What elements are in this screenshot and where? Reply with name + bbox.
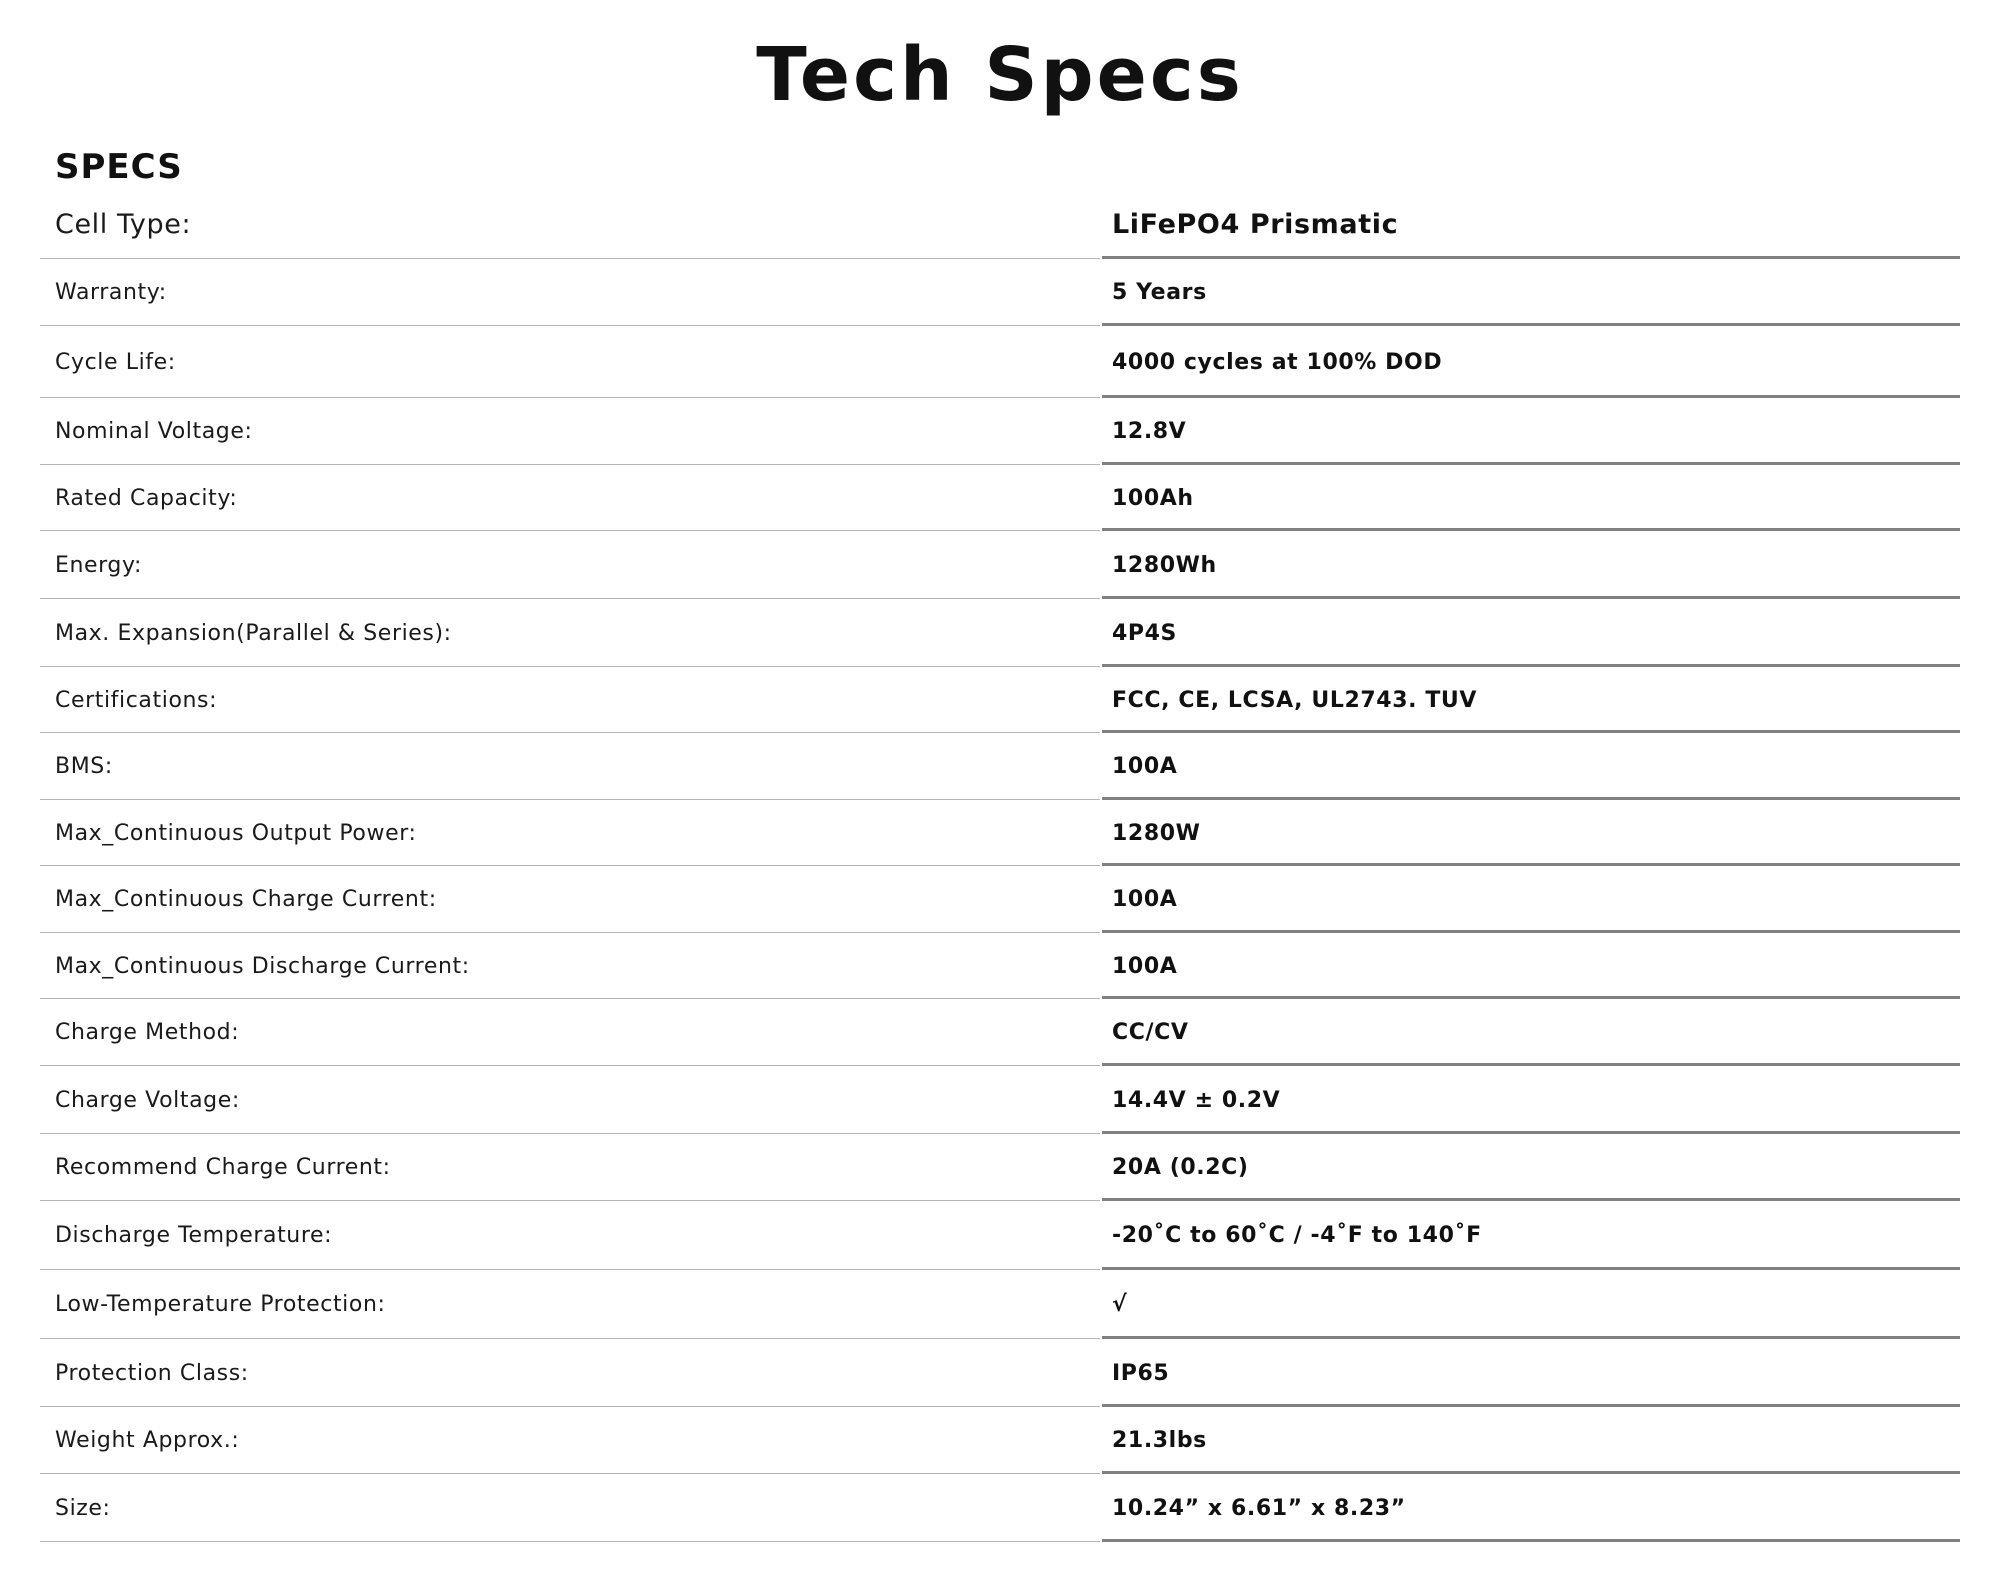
- spec-value: 100A: [1112, 754, 1178, 779]
- spec-value: IP65: [1112, 1360, 1170, 1386]
- spec-label: Recommend Charge Current:: [55, 1155, 391, 1180]
- spec-row-cell-type: [40, 190, 1960, 259]
- spec-value: 4P4S: [1112, 620, 1177, 646]
- spec-row-size: [40, 1474, 1960, 1542]
- spec-value: FCC, CE, LCSA, UL2743. TUV: [1112, 687, 1478, 713]
- spec-label: Weight Approx.:: [55, 1428, 240, 1453]
- spec-row-max-expansion: [40, 599, 1960, 667]
- spec-label: Max. Expansion(Parallel & Series):: [55, 620, 452, 646]
- section-heading: SPECS: [55, 147, 183, 187]
- spec-row-charge-voltage: [40, 1066, 1960, 1134]
- spec-label: Cell Type:: [55, 209, 192, 240]
- spec-label: Max_Continuous Discharge Current:: [55, 953, 470, 979]
- spec-row-max-continuous-discharge-current: [40, 933, 1960, 999]
- spec-value: 100A: [1112, 953, 1178, 979]
- spec-value: 1280W: [1112, 820, 1201, 846]
- spec-label: Charge Method:: [55, 1020, 240, 1045]
- spec-value: 1280Wh: [1112, 552, 1217, 578]
- spec-value: 4000 cycles at 100% DOD: [1112, 349, 1443, 375]
- spec-label: Warranty:: [55, 280, 167, 305]
- spec-row-warranty: [40, 259, 1960, 326]
- spec-value: CC/CV: [1112, 1020, 1189, 1045]
- spec-row-certifications: [40, 667, 1960, 733]
- spec-value: 20A (0.2C): [1112, 1155, 1249, 1180]
- spec-label: Max_Continuous Output Power:: [55, 820, 417, 846]
- spec-row-bms: [40, 733, 1960, 800]
- spec-row-recommend-charge-current: [40, 1134, 1960, 1201]
- spec-row-weight-approx: [40, 1407, 1960, 1474]
- spec-value: 14.4V ± 0.2V: [1112, 1087, 1281, 1113]
- spec-row-cycle-life: [40, 326, 1960, 398]
- spec-label: Nominal Voltage:: [55, 419, 253, 444]
- spec-label: Certifications:: [55, 687, 218, 713]
- spec-label: BMS:: [55, 754, 113, 779]
- spec-row-energy: [40, 531, 1960, 599]
- spec-label: Max_Continuous Charge Current:: [55, 887, 437, 912]
- spec-value: -20˚C to 60˚C / -4˚F to 140˚F: [1112, 1223, 1482, 1248]
- spec-value: 5 Years: [1112, 280, 1207, 305]
- spec-label: Rated Capacity:: [55, 485, 238, 511]
- spec-value: 100Ah: [1112, 485, 1194, 511]
- spec-value: 21.3lbs: [1112, 1428, 1207, 1453]
- spec-row-max-continuous-charge-current: [40, 866, 1960, 933]
- spec-label: Discharge Temperature:: [55, 1223, 333, 1248]
- spec-row-charge-method: [40, 999, 1960, 1066]
- spec-value: LiFePO4 Prismatic: [1112, 209, 1399, 240]
- spec-value: 12.8V: [1112, 419, 1187, 444]
- spec-value: 10.24” x 6.61” x 8.23”: [1112, 1495, 1406, 1521]
- specs-table: [40, 190, 1960, 1542]
- spec-row-discharge-temperature: [40, 1201, 1960, 1270]
- spec-row-rated-capacity: [40, 465, 1960, 531]
- check-mark-icon: √: [1112, 1292, 1128, 1317]
- spec-row-nominal-voltage: [40, 398, 1960, 465]
- spec-label: Protection Class:: [55, 1360, 249, 1386]
- spec-label: Low-Temperature Protection:: [55, 1292, 386, 1317]
- spec-row-low-temperature-protection: [40, 1270, 1960, 1339]
- spec-row-protection-class: [40, 1339, 1960, 1407]
- spec-row-max-continuous-output-power: [40, 800, 1960, 866]
- spec-label: Size:: [55, 1495, 111, 1521]
- page-title: Tech Specs: [756, 32, 1244, 118]
- spec-label: Energy:: [55, 552, 143, 578]
- spec-label: Charge Voltage:: [55, 1087, 240, 1113]
- spec-label: Cycle Life:: [55, 349, 176, 375]
- spec-value: 100A: [1112, 887, 1178, 912]
